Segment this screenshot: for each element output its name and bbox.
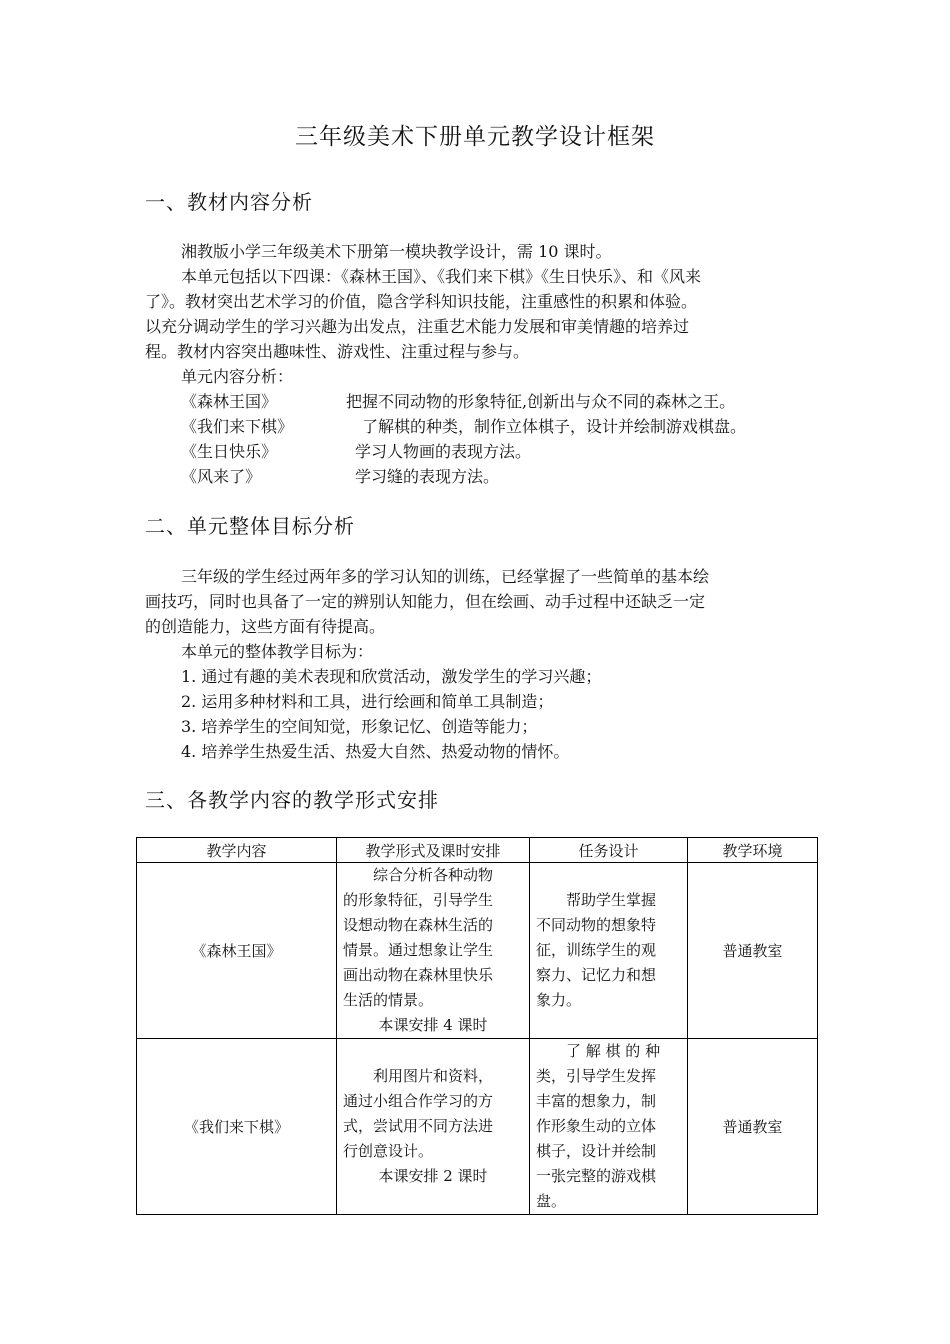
environment-cell: 普通教室: [688, 863, 818, 1039]
paragraph-line: 的创造能力，这些方面有待提高。: [145, 617, 386, 636]
lesson-name: 《生日快乐》: [181, 442, 278, 461]
column-header: 教学环境: [688, 838, 818, 863]
lesson-description: 学习人物画的表现方法。: [355, 442, 532, 461]
cell-line: 征，训练学生的观: [536, 941, 657, 959]
class-hours: 本课安排 4 课时: [378, 1016, 488, 1034]
form-cell: [337, 1039, 530, 1215]
form-cell: [337, 863, 530, 1039]
paragraph-line: 三年级的学生经过两年多的学习认知的训练，已经掌握了一些简单的基本绘: [181, 567, 710, 586]
environment-cell: 普通教室: [688, 1039, 818, 1215]
cell-line: 式，尝试用不同方法进: [343, 1117, 494, 1135]
cell-line: 一张完整的游戏棋: [536, 1167, 657, 1185]
cell-line: 画出动物在森林里快乐: [343, 966, 494, 984]
section-2-body: [145, 564, 813, 764]
cell-line: 利用图片和资料，: [373, 1067, 494, 1085]
cell-line: 了 解 棋 的 种: [566, 1042, 661, 1060]
cell-line: 生活的情景。: [343, 991, 434, 1009]
table-header-row: [137, 838, 818, 863]
section-heading-1: 一、教材内容分析: [145, 190, 313, 214]
cell-line: 盘。: [536, 1192, 567, 1210]
task-cell: [530, 863, 688, 1039]
table-row: [137, 1039, 818, 1215]
cell-line: 情景。通过想象让学生: [343, 941, 494, 959]
paragraph-line: 湘教版小学三年级美术下册第一模块教学设计，需 10 课时。: [181, 242, 612, 261]
cell-line: 棋子，设计并绘制: [536, 1142, 657, 1160]
lesson-name: 《我们来下棋》: [181, 417, 294, 436]
class-hours: 本课安排 2 课时: [378, 1167, 488, 1185]
cell-line: 的形象特征，引导学生: [343, 891, 494, 909]
lesson-description: 把握不同动物的形象特征,创新出与众不同的森林之王。: [346, 392, 736, 411]
lesson-description: 学习缝的表现方法。: [355, 467, 500, 486]
goal-item: 4. 培养学生热爱生活、热爱大自然、热爱动物的情怀。: [181, 742, 570, 761]
paragraph-line: 本单元的整体教学目标为：: [181, 642, 374, 661]
cell-line: 不同动物的想象特: [536, 916, 657, 934]
section-1-body: [145, 239, 813, 389]
task-cell: [530, 1039, 688, 1215]
section-heading-2: 二、单元整体目标分析: [145, 514, 355, 538]
lesson-description: 了解棋的种类，制作立体棋子，设计并绘制游戏棋盘。: [362, 417, 747, 436]
goal-item: 1. 通过有趣的美术表现和欣赏活动，激发学生的学习兴趣；: [181, 667, 602, 686]
cell-line: 帮助学生掌握: [566, 891, 657, 909]
paragraph-line: 本单元包括以下四课：《森林王国》、《我们来下棋》《生日快乐》、和《风来: [181, 267, 702, 286]
paragraph-line: 程。教材内容突出趣味性、游戏性、注重过程与参与。: [145, 342, 530, 361]
paragraph-line: 以充分调动学生的学习兴趣为出发点，注重艺术能力发展和审美情趣的培养过: [145, 317, 690, 336]
cell-line: 象力。: [536, 991, 582, 1009]
cell-line: 行创意设计。: [343, 1142, 434, 1160]
goal-item: 3. 培养学生的空间知觉，形象记忆、创造等能力；: [181, 717, 538, 736]
lesson-cell: 《我们来下棋》: [137, 1039, 337, 1215]
column-header: 教学内容: [137, 838, 337, 863]
section-heading-3: 三、各教学内容的教学形式安排: [145, 788, 439, 812]
paragraph-line: 单元内容分析：: [181, 367, 294, 386]
table-row: [137, 863, 818, 1039]
column-header: 教学形式及课时安排: [337, 838, 530, 863]
cell-line: 察力、记忆力和想: [536, 966, 657, 984]
cell-line: 设想动物在森林生活的: [343, 916, 494, 934]
cell-line: 作形象生动的立体: [536, 1117, 657, 1135]
page-title: 三年级美术下册单元教学设计框架: [295, 124, 655, 150]
cell-line: 综合分析各种动物: [373, 866, 494, 884]
cell-line: 通过小组合作学习的方: [343, 1092, 494, 1110]
lesson-name: 《风来了》: [181, 467, 262, 486]
arrangement-table: [136, 837, 818, 1215]
lesson-name: 《森林王国》: [181, 392, 278, 411]
paragraph-line: 画技巧，同时也具备了一定的辨别认知能力，但在绘画、动手过程中还缺乏一定: [145, 592, 706, 611]
paragraph-line: 了》。教材突出艺术学习的价值，隐含学科知识技能，注重感性的积累和体验。: [145, 292, 698, 311]
cell-line: 丰富的想象力，制: [536, 1092, 657, 1110]
lesson-cell: 《森林王国》: [137, 863, 337, 1039]
cell-line: 类，引导学生发挥: [536, 1067, 657, 1085]
goal-item: 2. 运用多种材料和工具，进行绘画和简单工具制造；: [181, 692, 554, 711]
column-header: 任务设计: [530, 838, 688, 863]
